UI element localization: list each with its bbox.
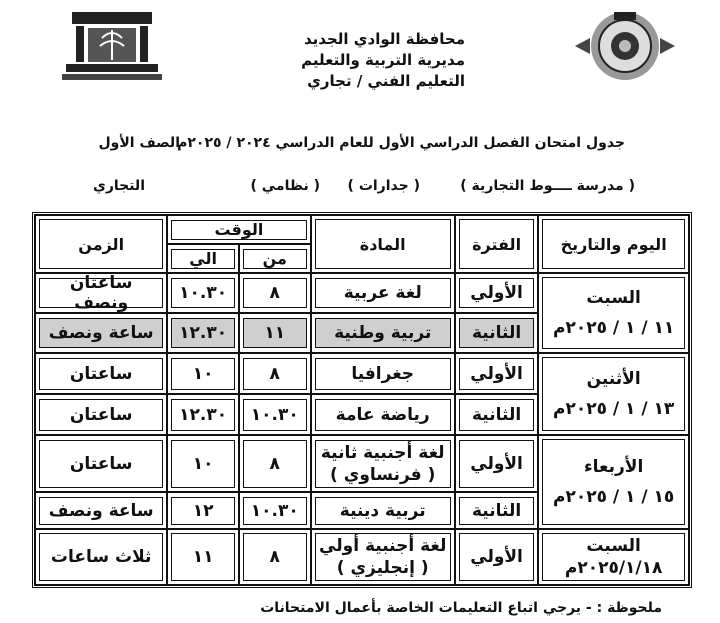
time-to-cell: ١٢.٣٠ [167, 313, 239, 353]
exam-schedule-table [32, 212, 692, 588]
day-date-cell [538, 435, 689, 529]
header-from: من [239, 244, 311, 273]
period-cell: الأولي [455, 435, 538, 492]
subject-cell [311, 529, 455, 585]
exam-date: ١٥ / ١ / ٢٠٢٥م [553, 487, 675, 507]
subject-language: ( فرنساوي ) [330, 464, 436, 485]
header-day-date: اليوم والتاريخ [538, 215, 689, 273]
schedule-title: جدول امتحان الفصل الدراسي الأول للعام الدراسي ٢٠٢٤ / ٢٠٢٥م [177, 135, 625, 151]
day-name: الأربعاء [583, 457, 644, 477]
time-from-cell: ١٠.٣٠ [239, 394, 311, 435]
period-cell: الثانية [455, 492, 538, 529]
time-from-cell: ١٠.٣٠ [239, 492, 311, 529]
period-cell: الأولي [455, 353, 538, 394]
header-period: الفترة [455, 215, 538, 273]
technical-education-logo [570, 8, 680, 83]
time-from-cell: ١١ [239, 313, 311, 353]
duration-cell: ساعتان [35, 394, 167, 435]
division-label: التجاري [92, 178, 145, 194]
header-duration: الزمن [35, 215, 167, 273]
time-from-cell: ٨ [239, 273, 311, 313]
exam-date: ١٣ / ١ / ٢٠٢٥م [553, 399, 675, 419]
time-to-cell: ١٠ [167, 353, 239, 394]
header-subject: المادة [311, 215, 455, 273]
duration-cell: ساعتان [35, 435, 167, 492]
day-date-cell [538, 529, 689, 585]
time-to-cell: ١١ [167, 529, 239, 585]
subject-cell: لغة عربية [311, 273, 455, 313]
footer-note: ملحوظة : - يرجي اتباع التعليمات الخاصة بأعمال الامتحانات [260, 600, 662, 616]
period-cell: الأولي [455, 273, 538, 313]
period-cell: الأولي [455, 529, 538, 585]
subject-cell: تربية وطنية [311, 313, 455, 353]
subject-line: لغة أجنبية ثانية [320, 442, 445, 463]
header-time: الوقت [167, 215, 310, 244]
day-date-cell [538, 353, 689, 435]
exam-date: ١١ / ١ / ٢٠٢٥م [553, 318, 675, 338]
day-name: السبت [586, 288, 641, 308]
subject-cell: تربية دينية [311, 492, 455, 529]
time-from-cell: ٨ [239, 353, 311, 394]
education-sector: التعليم الفني / تجاري [307, 72, 465, 90]
subject-cell [311, 435, 455, 492]
subject-cell: جغرافيا [311, 353, 455, 394]
grade-label: الصف الأول [98, 135, 180, 151]
directorate-name: مديرية التربية والتعليم [301, 51, 465, 69]
system-label: ( نظامي ) [250, 178, 320, 194]
school-name: ( مدرسة ــــوط التجارية ) [460, 178, 635, 194]
time-to-cell: ١٠ [167, 435, 239, 492]
duration-cell: ثلاث ساعات [35, 529, 167, 585]
day-date-cell [538, 273, 689, 353]
period-cell: الثانية [455, 394, 538, 435]
governorate-logo [62, 10, 162, 82]
time-from-cell: ٨ [239, 435, 311, 492]
location-label: ( جدارات ) [347, 178, 420, 194]
duration-cell: ساعة ونصف [35, 492, 167, 529]
time-from-cell: ٨ [239, 529, 311, 585]
subject-cell: رياضة عامة [311, 394, 455, 435]
governorate-name: محافظة الوادي الجديد [303, 30, 465, 48]
time-to-cell: ١٢ [167, 492, 239, 529]
time-to-cell: ١٠.٣٠ [167, 273, 239, 313]
header-to: الي [167, 244, 239, 273]
duration-cell: ساعتان [35, 353, 167, 394]
day-name: السبت [586, 536, 641, 556]
period-cell: الثانية [455, 313, 538, 353]
subject-language: ( إنجليزي ) [336, 558, 429, 578]
exam-date: ٢٠٢٥/١/١٨م [564, 558, 663, 578]
duration-cell: ساعتان ونصف [35, 273, 167, 313]
subject-line: لغة أجنبية أولي [319, 536, 447, 556]
time-to-cell: ١٢.٣٠ [167, 394, 239, 435]
day-name: الأثنين [586, 369, 641, 389]
duration-cell: ساعة ونصف [35, 313, 167, 353]
